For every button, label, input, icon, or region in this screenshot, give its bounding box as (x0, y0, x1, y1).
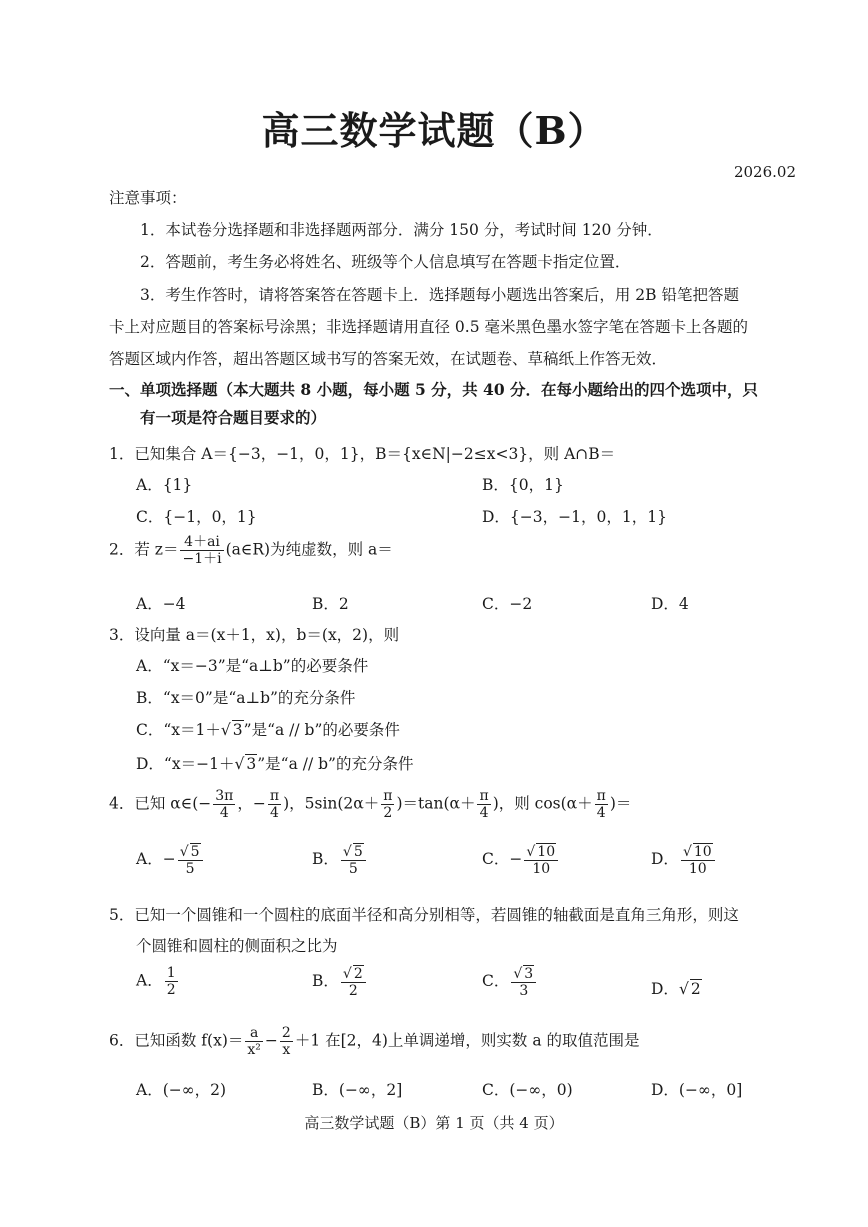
q6-fraction-1-den: x² (247, 1042, 261, 1059)
q6-fraction-2-num: 2 (281, 1025, 291, 1041)
q5-option-a-num: 1 (166, 965, 176, 981)
q6-fraction-1 (245, 1025, 263, 1058)
sqrt-sign: √ (220, 721, 231, 739)
q4-text-6: )＝ (609, 794, 632, 813)
q5-option-c-num: √ 3 (511, 965, 536, 983)
q6-text-1: 6．已知函数 f(x)＝ (109, 1031, 244, 1050)
q5-option-b-den: 2 (348, 983, 358, 1000)
q4-fraction-1-den: 4 (219, 805, 229, 822)
exam-date: 2026.02 (733, 163, 796, 181)
q5-option-b-fraction (341, 965, 366, 999)
q3-option-c-post: ”是“a // b”的必要条件 (243, 721, 400, 739)
page-title: 高三数学试题（B） (261, 108, 607, 153)
q5-option-c-radicand: 3 (524, 966, 534, 982)
q2-option-a: A．−4 (136, 595, 186, 613)
q6-option-d: D．(−∞，0] (651, 1081, 743, 1099)
q2-fraction (180, 534, 223, 567)
q4-fraction-3 (381, 788, 394, 821)
section-heading-cont: 有一项是符合题目要求的） (140, 408, 327, 427)
q4-option-a-fraction (178, 843, 203, 877)
q5-option-c-den: 3 (519, 983, 529, 1000)
q5-option-b-label: B． (312, 972, 339, 991)
q4-option-d-num: √ 10 (681, 843, 715, 861)
q5-option-a-den: 2 (166, 982, 176, 999)
notice-item-1: 1．本试卷分选择题和非选择题两部分．满分 150 分，考试时间 120 分钟． (140, 221, 663, 239)
q4-option-c-label: C．− (482, 850, 523, 869)
q4-text-4: )＝tan(α＋ (396, 794, 476, 813)
q4-fraction-3-den: 2 (383, 805, 393, 822)
q5-option-a-fraction (165, 965, 178, 998)
q4-option-c-num: √ 10 (524, 843, 558, 861)
q4-option-a-radicand: 5 (190, 844, 200, 860)
q1-stem: 1．已知集合 A＝{−3，−1，0，1}，B＝{x∈N|−2≤x<3}，则 A∩B＝ (109, 445, 616, 463)
notice-item-2: 2．答题前，考生务必将姓名、班级等个人信息填写在答题卡指定位置． (140, 253, 631, 271)
q2-option-d: D．4 (651, 595, 689, 613)
q4-option-b (312, 843, 368, 877)
q6-fraction-2 (280, 1025, 293, 1058)
q6-fraction-1-num: a (245, 1025, 263, 1042)
q1-option-c: C．{−1，0，1} (136, 508, 257, 526)
notice-item-3-cont-2: 答题区域内作答，超出答题区域书写的答案无效，在试题卷、草稿纸上作答无效． (109, 350, 668, 368)
q4-option-b-den: 5 (348, 861, 358, 878)
q4-option-c-den: 10 (532, 861, 551, 878)
q3-option-a: A．“x＝−3”是“a⊥b”的必要条件 (136, 657, 369, 675)
q2-denominator: −1＋i (182, 551, 222, 568)
q6-option-c: C．(−∞，0) (482, 1081, 573, 1099)
q6-stem (109, 1025, 640, 1058)
q4-option-a (136, 843, 205, 877)
q4-fraction-1-num: 3π (215, 788, 234, 804)
q5-option-b-num: √ 2 (341, 965, 366, 983)
q4-fraction-2-num: π (269, 788, 280, 804)
notice-heading: 注意事项： (109, 189, 187, 207)
q4-fraction-5-den: 4 (596, 805, 606, 822)
q4-fraction-2 (268, 788, 281, 821)
q6-text-2: − (264, 1031, 278, 1050)
q3-option-d-radicand: 3 (246, 755, 257, 773)
q4-option-a-den: 5 (185, 861, 195, 878)
page-footer: 高三数学试题（B）第 1 页（共 4 页） (304, 1114, 564, 1132)
q4-fraction-4-den: 4 (479, 805, 489, 822)
q4-fraction-2-den: 4 (270, 805, 279, 822)
q3-option-c-radicand: 3 (232, 721, 243, 739)
q4-option-c-radicand: 10 (537, 844, 556, 860)
q5-option-b-radicand: 2 (353, 966, 363, 982)
q4-option-d-fraction (681, 843, 715, 877)
q4-option-d-den: 10 (688, 861, 707, 878)
q4-option-b-label: B． (312, 850, 339, 869)
q5-option-d-radicand: 2 (690, 980, 701, 998)
q4-fraction-3-num: π (383, 788, 393, 804)
q2-numerator: 4＋ai (180, 534, 223, 551)
q4-option-a-num: √ 5 (178, 843, 203, 861)
q1-option-b: B．{0，1} (482, 476, 564, 494)
q6-fraction-2-den: x (282, 1042, 291, 1059)
q3-option-c (136, 718, 400, 740)
q5-stem-line-1: 5．已知一个圆锥和一个圆柱的底面半径和高分别相等，若圆锥的轴截面是直角三角形，则这 (109, 906, 739, 924)
q2-option-b: B．2 (312, 595, 349, 613)
q2-option-c: C．−2 (482, 595, 533, 613)
q3-option-d (136, 752, 413, 774)
q5-option-d (651, 977, 702, 999)
q4-option-b-num: √ 5 (341, 843, 366, 861)
q4-option-a-label: A．− (136, 850, 176, 869)
q5-option-c-fraction (511, 965, 536, 999)
q3-stem: 3．设向量 a＝(x＋1，x)，b＝(x，2)，则 (109, 626, 400, 644)
q4-fraction-4-num: π (479, 788, 489, 804)
notice-item-3: 3．考生作答时，请将答案答在答题卡上．选择题每小题选出答案后，用 2B 铅笔把答题 (140, 286, 739, 304)
q4-fraction-5-num: π (596, 788, 606, 804)
q4-option-c (482, 843, 560, 877)
notice-item-3-cont-1: 卡上对应题目的答案标号涂黑；非选择题请用直径 0.5 毫米黑色墨水签字笔在答题卡上各题的 (109, 318, 749, 336)
q4-option-d-radicand: 10 (693, 844, 712, 860)
q5-option-c-label: C． (482, 972, 510, 991)
q1-option-d: D．{−3，−1，0，1，1} (482, 508, 667, 526)
q4-option-d-label: D． (651, 850, 679, 869)
q4-text-5: )，则 cos(α＋ (492, 794, 593, 813)
q4-fraction-4 (477, 788, 490, 821)
q5-option-a (136, 965, 180, 998)
q2-suffix: (a∈R)为纯虚数，则 a＝ (225, 540, 393, 559)
q3-option-d-pre: D．“x＝−1＋ (136, 755, 235, 773)
q6-text-3: ＋1 在[2，4)上单调递增，则实数 a 的取值范围是 (294, 1031, 640, 1050)
q2-prefix: 2．若 z＝ (109, 540, 179, 559)
q4-fraction-5 (595, 788, 608, 821)
q6-option-a: A．(−∞，2) (136, 1081, 227, 1099)
q6-option-b: B．(−∞，2] (312, 1081, 403, 1099)
q3-option-d-post: ”是“a // b”的充分条件 (257, 755, 414, 773)
q4-stem (109, 788, 631, 821)
sqrt-sign: √ (678, 980, 689, 998)
q3-option-c-pre: C．“x＝1＋ (136, 721, 221, 739)
q3-option-b: B．“x＝0”是“a⊥b”的充分条件 (136, 689, 356, 707)
q2-stem (109, 534, 393, 567)
section-heading: 一、单项选择题（本大题共 8 小题，每小题 5 分，共 40 分．在每小题给出的四个选项中，只 (109, 380, 759, 399)
q4-text-2: ，− (237, 794, 266, 813)
q5-option-b (312, 965, 368, 999)
q4-option-b-radicand: 5 (353, 844, 363, 860)
q4-text-3: )，5sin(2α＋ (283, 794, 380, 813)
q4-option-d (651, 843, 717, 877)
q4-option-b-fraction (341, 843, 366, 877)
q5-option-d-label: D． (651, 980, 679, 998)
q5-option-a-label: A． (136, 971, 163, 990)
q1-option-a: A．{1} (136, 476, 193, 494)
q5-stem-line-2: 个圆锥和圆柱的侧面积之比为 (136, 937, 338, 955)
q4-text-1: 4．已知 α∈(− (109, 794, 212, 813)
q5-option-c (482, 965, 538, 999)
q4-option-c-fraction (524, 843, 558, 877)
sqrt-sign: √ (234, 755, 245, 773)
q4-fraction-1 (213, 788, 235, 821)
